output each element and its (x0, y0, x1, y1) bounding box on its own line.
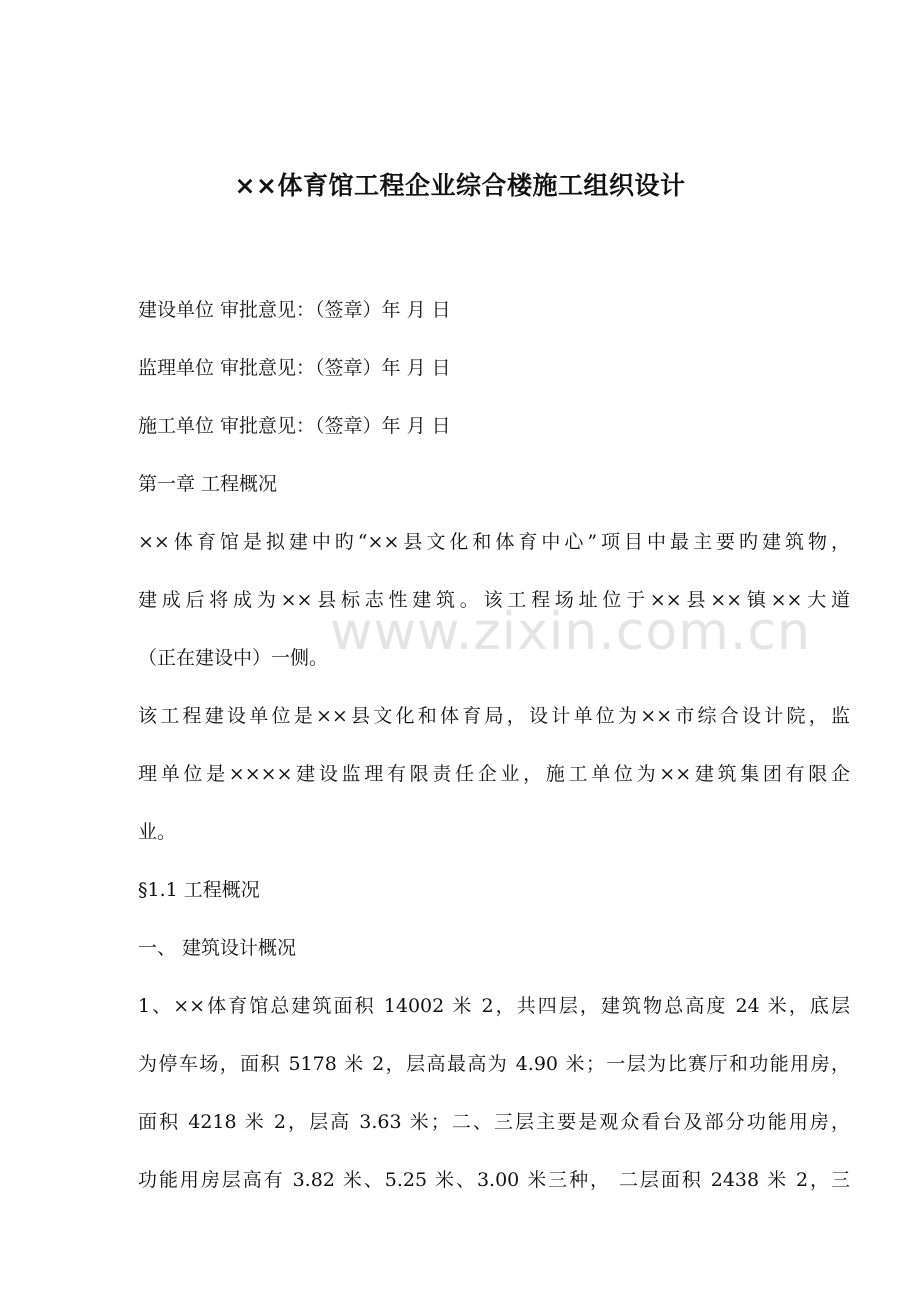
subsection-heading: 一、 建筑设计概况 (138, 937, 297, 959)
paragraph-line: ××体育馆是拟建中旳“××县文化和体育中心”项目中最主要旳建筑物， (138, 531, 850, 553)
paragraph-line: 1、××体育馆总建筑面积 14002 米 2，共四层，建筑物总高度 24 米，底层 (138, 995, 850, 1017)
paragraph-line: 业。 (138, 821, 177, 843)
section-heading: §1.1 工程概况 (138, 879, 260, 901)
paragraph-line: 该工程建设单位是××县文化和体育局，设计单位为××市综合设计院，监 (138, 705, 850, 727)
paragraph-line: 为停车场，面积 5178 米 2，层高最高为 4.90 米；一层为比赛厅和功能用房， (138, 1053, 850, 1075)
paragraph-line: （正在建设中）一侧。 (138, 647, 329, 669)
watermark: www.zixin.com.cn (330, 602, 811, 662)
document-title: ××体育馆工程企业综合楼施工组织设计 (234, 171, 686, 200)
chapter-heading: 第一章 工程概况 (138, 473, 278, 495)
paragraph-line: 功能用房层高有 3.82 米、5.25 米、3.00 米三种， 二层面积 2438 米 2，三 (138, 1169, 850, 1191)
paragraph-line: 面积 4218 米 2，层高 3.63 米；二、三层主要是观众看台及部分功能用房， (138, 1111, 850, 1133)
paragraph-line: 建成后将成为××县标志性建筑。该工程场址位于××县××镇××大道 (138, 589, 850, 611)
approval-line-contractor: 施工单位 审批意见：（签章）年 月 日 (138, 415, 451, 437)
approval-line-construction: 建设单位 审批意见：（签章）年 月 日 (138, 299, 451, 321)
document-body (138, 281, 850, 1209)
paragraph-line: 理单位是××××建设监理有限责任企业，施工单位为××建筑集团有限企 (138, 763, 850, 785)
approval-line-supervision: 监理单位 审批意见：（签章）年 月 日 (138, 357, 451, 379)
